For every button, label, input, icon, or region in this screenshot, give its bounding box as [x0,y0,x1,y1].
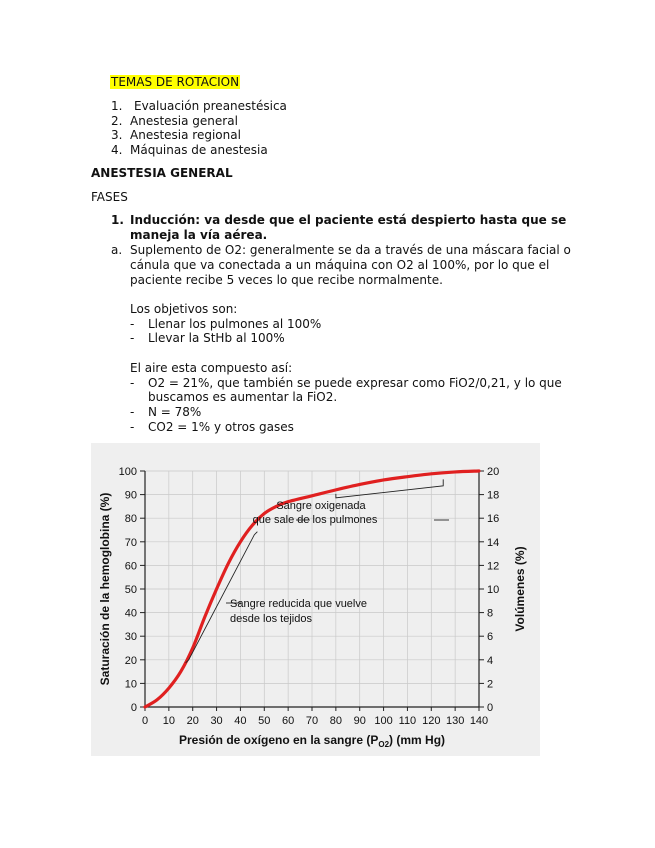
y2-axis-title: Volúmenes (%) [513,546,527,632]
induction-line-1: Inducción: va desde que el paciente está despierto hasta que se [130,213,567,227]
bullet-dash: - [130,331,135,345]
x-tick-label: 90 [353,715,366,727]
section-title: ANESTESIA GENERAL [91,166,233,180]
y2-tick-label: 10 [487,584,500,596]
y-tick-label: 0 [130,702,137,714]
air-item: CO2 = 1% y otros gases [148,420,294,434]
objectives-intro: Los objetivos son: [130,302,238,316]
air-item-continued: buscamos es aumentar la FiO2. [148,390,338,404]
y2-tick-label: 6 [487,631,494,644]
y-tick-label: 10 [124,678,137,691]
bullet-dash: - [130,420,135,434]
supplement-line-2: cánula que va conectada a un máquina con O2 al 100%, por lo que el [130,258,550,272]
supplement-line-1: Suplemento de O2: generalmente se da a través de una máscara facial o [130,243,571,257]
y-tick-label: 90 [124,489,137,502]
rotation-topics-label: TEMAS DE ROTACION [111,75,240,89]
induction-line-2: maneja la vía aérea. [130,228,268,242]
x-tick-label: 60 [282,715,295,727]
air-item: N = 78% [148,405,202,419]
y2-tick-label: 0 [487,702,494,714]
annotation-label: desde los tejidos [230,613,312,625]
y-axis-title: Saturación de la hemoglobina (%) [98,492,112,686]
y2-tick-label: 2 [487,678,494,691]
y2-tick-label: 14 [487,536,500,549]
x-axis-title: Presión de oxígeno en la sangre $(P_{O2})$ (mm Hg) [178,733,446,749]
objective-item: Llenar los pulmones al 100% [148,317,322,331]
y-tick-label: 80 [124,513,137,526]
x-tick-label: 80 [329,715,342,727]
x-tick-label: 70 [305,715,319,727]
list-item: 3. [111,128,123,142]
y-tick-label: 20 [124,654,137,667]
bullet-dash: - [130,317,135,331]
y-tick-label: 60 [124,560,137,573]
y2-tick-label: 20 [487,466,500,478]
phases-label: FASES [91,190,128,204]
x-tick-label: 140 [469,715,489,727]
chart-svg [91,443,540,756]
y-tick-label: 100 [118,466,137,478]
x-tick-label: 10 [162,715,175,727]
x-tick-label: 110 [398,715,417,727]
bullet-dash: - [130,405,135,419]
y-tick-label: 50 [124,584,137,596]
list-item: 4. [111,143,123,157]
list-item-label: Anestesia general [130,114,238,128]
y2-tick-label: 12 [487,560,500,573]
list-item-label: Anestesia regional [130,128,241,142]
x-tick-label: 20 [186,715,199,727]
annotation-label: que sale de los pulmones [252,514,378,526]
y2-tick-label: 16 [487,513,500,526]
air-item: O2 = 21%, que también se puede expresar como FiO2/0,21, y lo que [148,376,562,390]
annotation-label: Sangre oxigenada [276,500,366,512]
supplement-line-3: paciente recibe 5 veces lo que recibe normalmente. [130,273,443,287]
list-item-label: Máquinas de anestesia [130,143,268,157]
y2-tick-label: 18 [487,489,500,502]
x-tick-label: 30 [210,715,223,727]
objective-item: Llevar la StHb al 100% [148,331,285,345]
list-item: 1. [111,99,123,113]
x-tick-label: 100 [374,715,393,727]
y-tick-label: 40 [124,607,137,620]
x-tick-label: 50 [258,715,271,727]
y2-tick-label: 8 [487,607,494,620]
x-tick-label: 40 [234,715,247,727]
y2-tick-label: 4 [487,654,494,667]
supplement-marker: a. [111,243,123,257]
annotation-bracket [336,479,443,498]
y-tick-label: 30 [124,631,137,644]
x-tick-label: 0 [141,715,149,727]
rotation-topics-heading [110,75,240,89]
oxyhemoglobin-chart [91,443,540,756]
y-tick-label: 70 [124,536,137,549]
annotation-label: Sangre reducida que vuelve [230,598,367,610]
induction-number: 1. [111,213,124,227]
x-tick-label: 130 [445,715,465,727]
bullet-dash: - [130,376,135,390]
x-tick-label: 120 [422,715,441,727]
list-item-label: Evaluación preanestésica [134,99,287,113]
air-intro: El aire esta compuesto así: [130,361,293,375]
list-item: 2. [111,114,123,128]
